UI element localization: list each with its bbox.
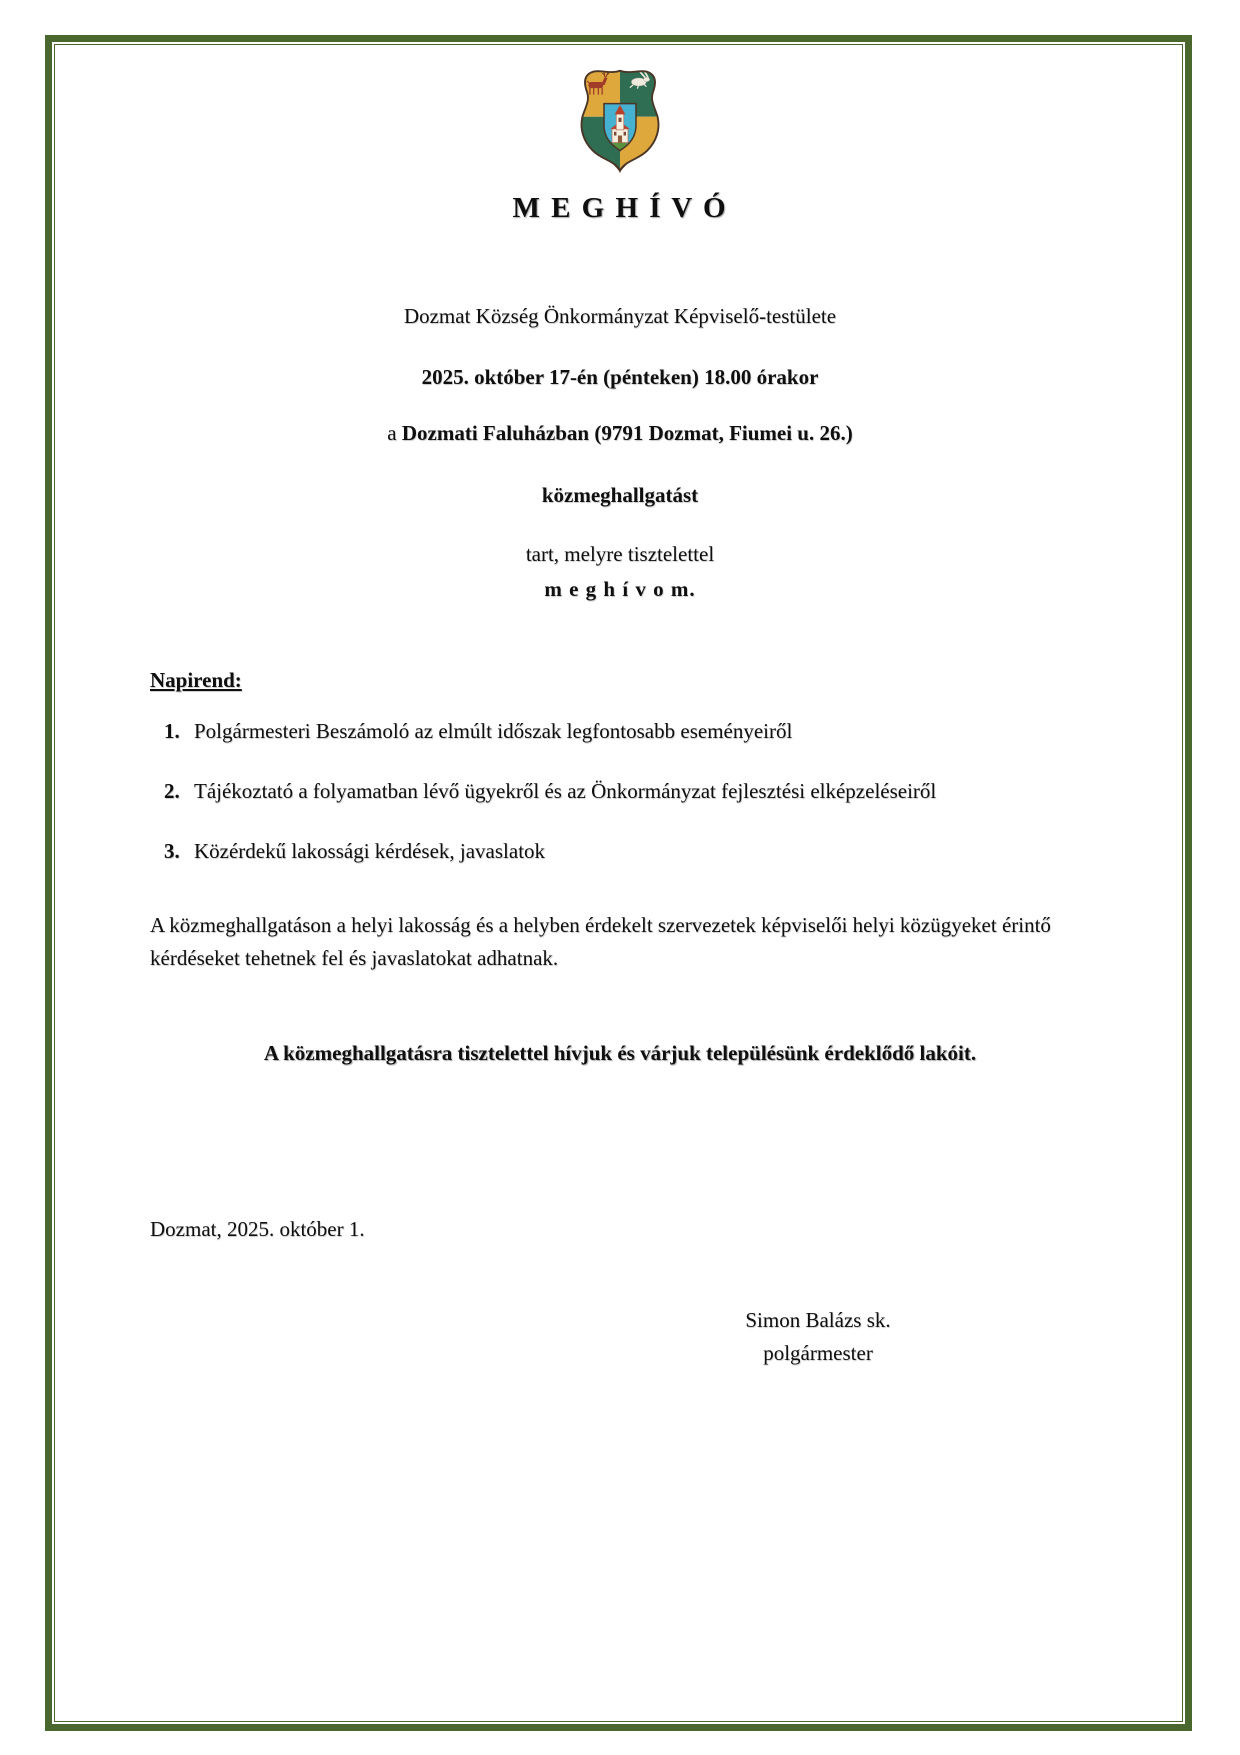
signature-name: Simon Balázs sk. bbox=[745, 1308, 891, 1332]
agenda-item-2-number: 2. bbox=[164, 779, 180, 803]
agenda-item-1-text: Polgármesteri Beszámoló az elmúlt időszak legfontosabb eseményeiről bbox=[194, 719, 793, 743]
invitation-lines bbox=[150, 537, 1090, 607]
datetime-line: 2025. október 17-én (pénteken) 18.00 órakor bbox=[421, 365, 819, 389]
dozmat-coat-of-arms-icon bbox=[573, 66, 667, 175]
agenda-item-3 bbox=[150, 838, 1090, 864]
agenda-item-2-text: Tájékoztató a folyamatban lévő ügyekről és az Önkormányzat fejlesztési elképzeléseiről bbox=[194, 779, 937, 803]
organization-line: Dozmat Község Önkormányzat Képviselő-testülete bbox=[403, 304, 837, 328]
invite-line-2: m e g h í v o m. bbox=[544, 577, 696, 601]
agenda-heading: Napirend: bbox=[150, 668, 242, 692]
date-line: Dozmat, 2025. október 1. bbox=[150, 1217, 365, 1241]
agenda-item-1-number: 1. bbox=[164, 719, 180, 743]
coat-of-arms bbox=[150, 66, 1090, 172]
agenda-item-3-text: Közérdekű lakossági kérdések, javaslatok bbox=[194, 839, 546, 863]
event-line: közmeghallgatást bbox=[541, 483, 699, 507]
agenda-item-3-number: 3. bbox=[164, 839, 180, 863]
highlight-line: A közmeghallgatásra tisztelettel hívjuk és várjuk településünk érdeklődő lakóit. bbox=[263, 1041, 977, 1065]
signature-block bbox=[698, 1304, 938, 1370]
info-paragraph: A közmeghallgatáson a helyi lakosság és a helyben érdekelt szervezetek képviselői helyi közügyeket érintő kérdéseket tehetnek fel és javaslatokat adhatnak. bbox=[150, 913, 1051, 970]
invite-line-1: tart, melyre tisztelettel bbox=[525, 542, 715, 566]
agenda-item-1 bbox=[150, 718, 1090, 744]
agenda-item-2 bbox=[150, 778, 1090, 804]
document-title: M E G H Í V Ó bbox=[512, 192, 728, 224]
location-line bbox=[150, 420, 1090, 446]
location-text: Dozmati Faluházban (9791 Dozmat, Fiumei u. 26.) bbox=[401, 421, 853, 445]
signature-title: polgármester bbox=[763, 1341, 873, 1365]
location-prefix: a bbox=[387, 421, 402, 445]
